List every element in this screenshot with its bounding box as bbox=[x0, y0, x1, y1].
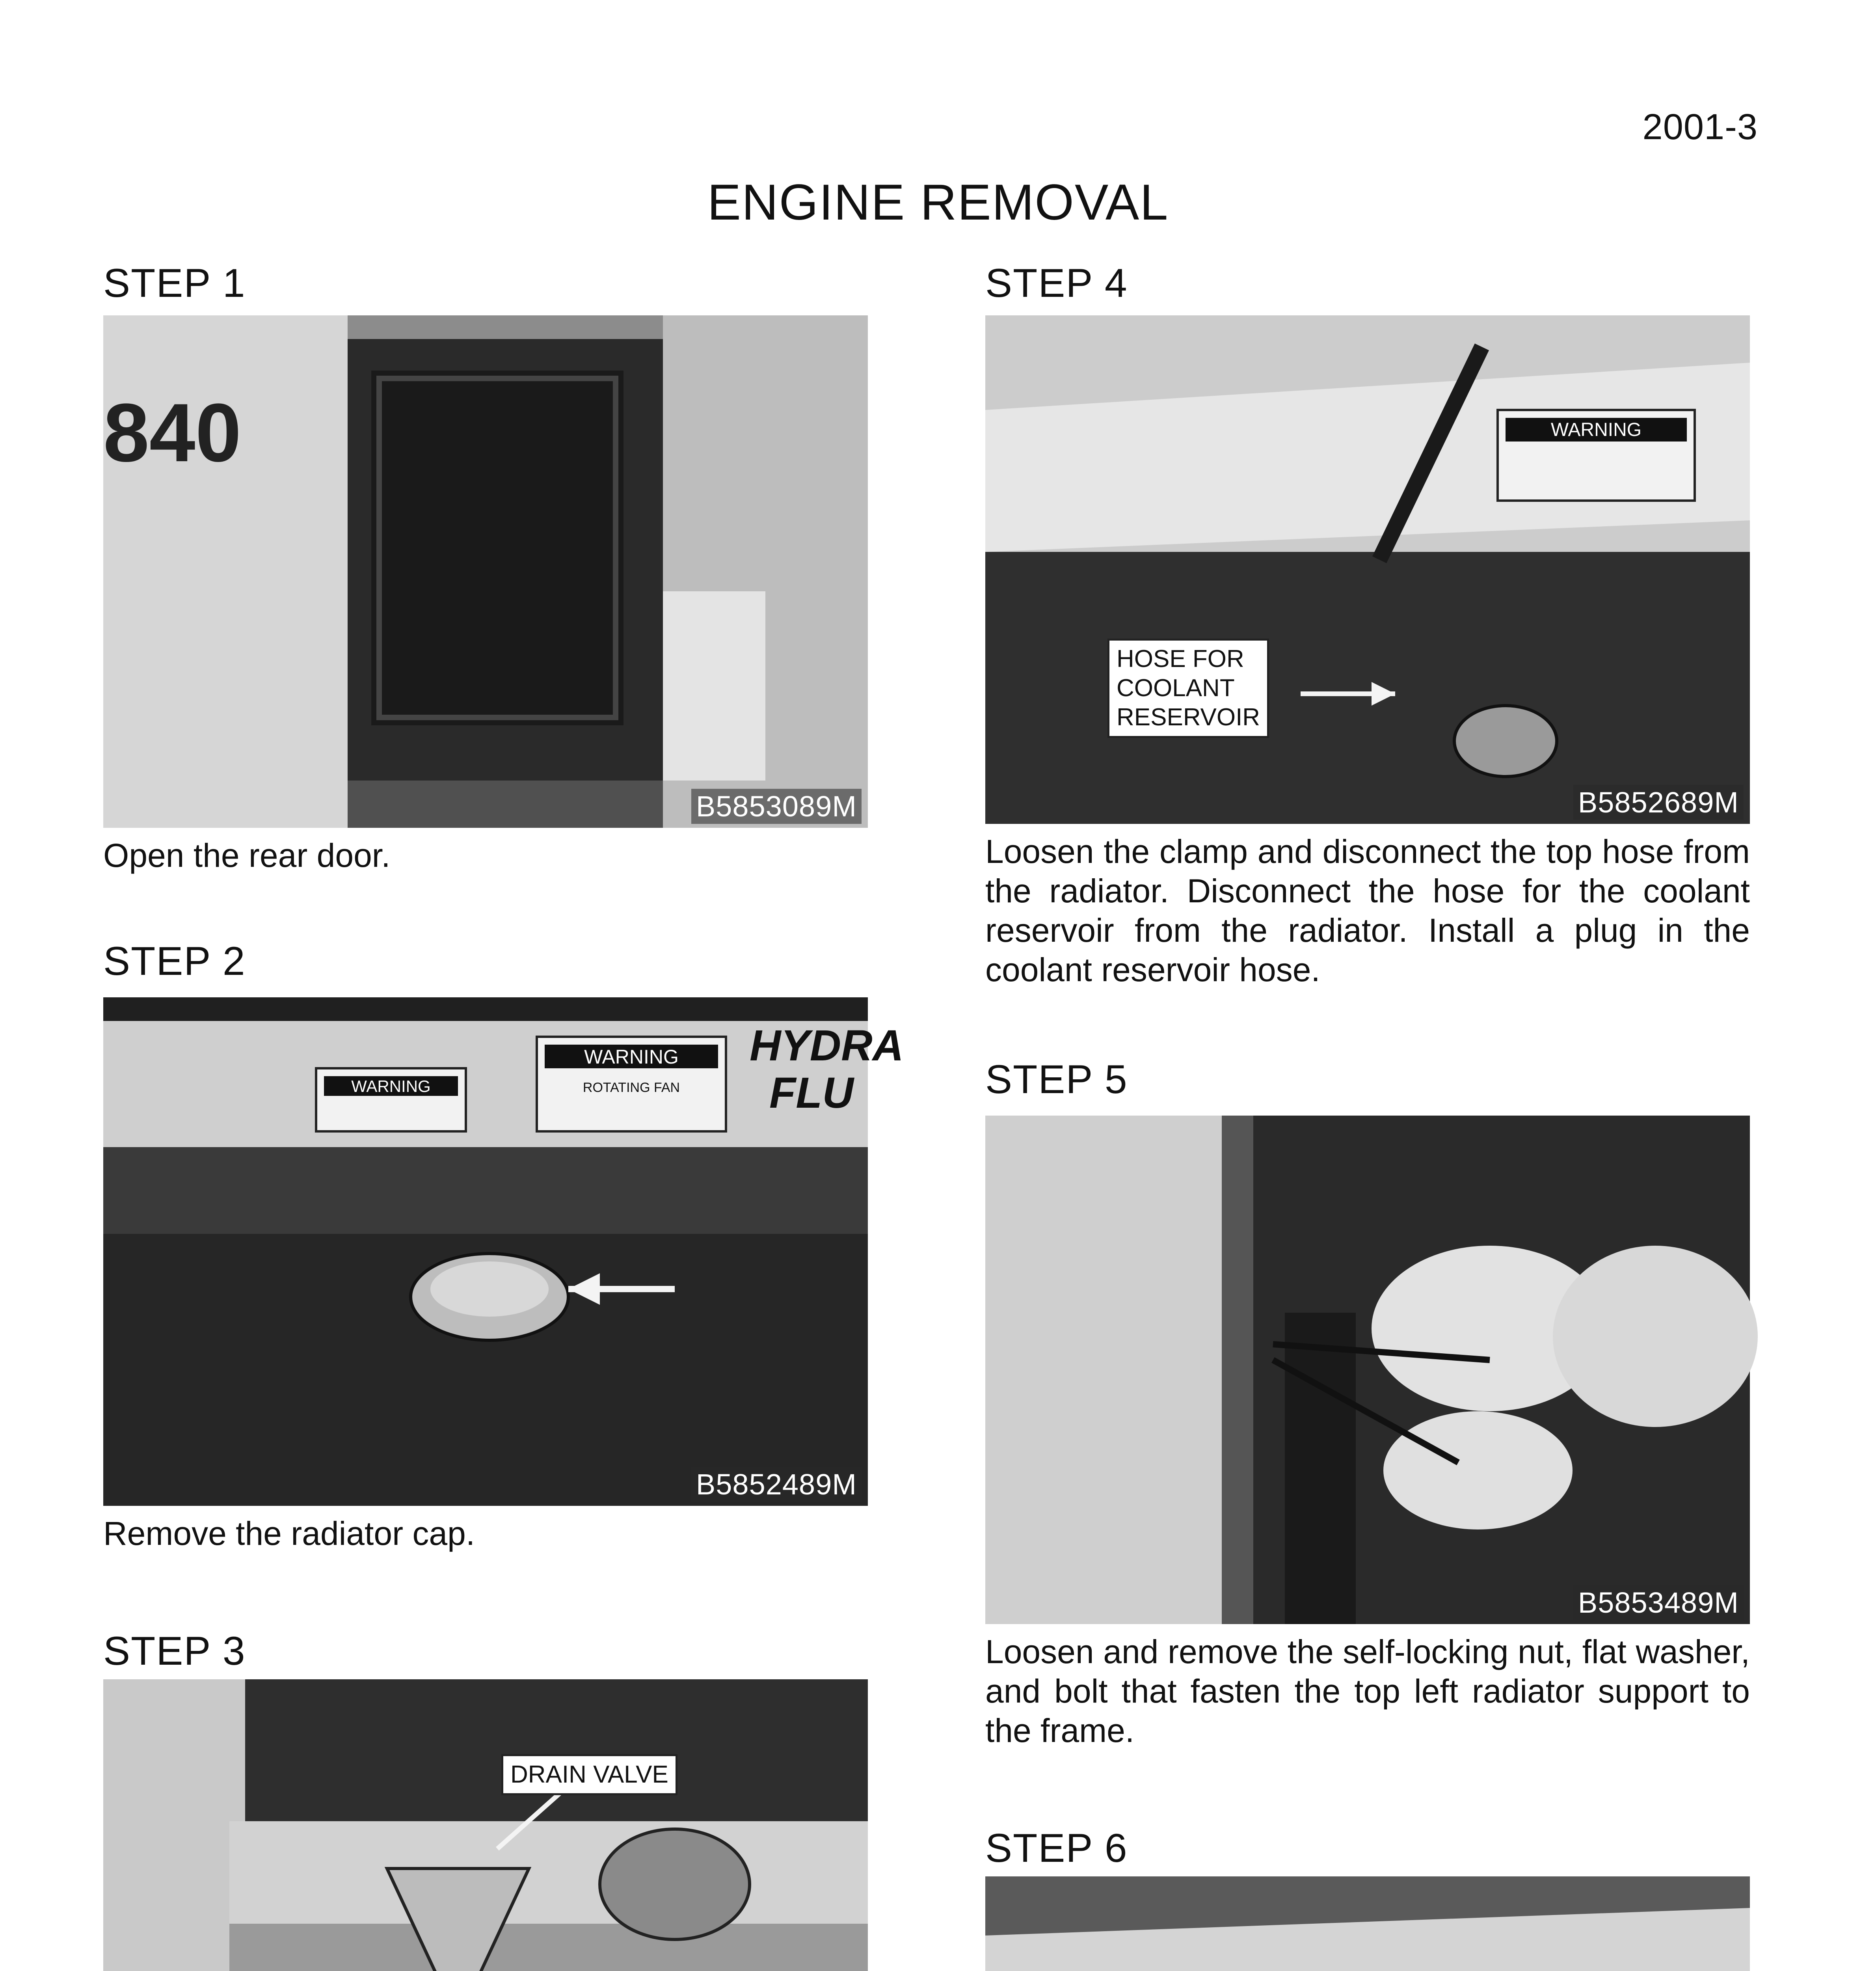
page-number: 2001-3 bbox=[1642, 107, 1758, 147]
radiator-support-illustration bbox=[985, 1116, 1750, 1624]
hose-callout bbox=[1107, 639, 1269, 738]
warning-label: WARNING bbox=[584, 1046, 679, 1068]
step-3-heading: STEP 3 bbox=[103, 1628, 246, 1673]
warning-label: WARNING bbox=[1550, 419, 1642, 440]
bottom-hose-illustration bbox=[985, 1876, 1750, 1971]
drain-valve-callout: DRAIN VALVE bbox=[501, 1754, 677, 1795]
photo-id: B5852489M bbox=[691, 1467, 862, 1502]
step-4-photo bbox=[985, 315, 1750, 824]
coolant-hose-illustration bbox=[985, 315, 1750, 824]
warning-label: WARNING bbox=[351, 1077, 431, 1095]
step-1-photo bbox=[103, 315, 868, 828]
step-5-photo bbox=[985, 1116, 1750, 1624]
step-3-photo bbox=[103, 1679, 868, 1971]
callout-line: COOLANT bbox=[1117, 674, 1235, 702]
step-2-caption: Remove the radiator cap. bbox=[103, 1515, 475, 1552]
step-1-heading: STEP 1 bbox=[103, 261, 246, 306]
photo-id: B5852689M bbox=[1573, 785, 1744, 820]
step-2-heading: STEP 2 bbox=[103, 939, 246, 984]
photo-id: B5853489M bbox=[1573, 1585, 1744, 1620]
photo-id: B5853089M bbox=[691, 789, 862, 824]
hydraulic-label: HYDRA bbox=[750, 1021, 904, 1070]
page-title: ENGINE REMOVAL bbox=[707, 174, 1169, 231]
step-1-caption: Open the rear door. bbox=[103, 837, 391, 874]
step-2-photo bbox=[103, 997, 904, 1506]
step-5-heading: STEP 5 bbox=[985, 1057, 1128, 1102]
step-5-caption: Loosen and remove the self-locking nut, flat washer, and bolt that fasten the top left radiator support to the frame. bbox=[985, 1633, 1750, 1749]
step-6-photo bbox=[985, 1876, 1750, 1971]
fluid-label: FLU bbox=[769, 1069, 854, 1117]
step-4-caption: Loosen the clamp and disconnect the top hose from the radiator. Disconnect the hose for the coolant reservoir from the radiator. Install a plug in the coolant reservoir hose. bbox=[985, 833, 1750, 988]
callout-line: HOSE FOR bbox=[1117, 645, 1244, 673]
model-number-text: 840 bbox=[103, 386, 242, 479]
step-4-heading: STEP 4 bbox=[985, 261, 1128, 306]
callout-line: RESERVOIR bbox=[1117, 704, 1260, 731]
step-6-heading: STEP 6 bbox=[985, 1826, 1128, 1870]
rotating-fan-label: ROTATING FAN bbox=[583, 1080, 680, 1095]
drain-valve-illustration bbox=[103, 1679, 868, 1971]
radiator-cap-illustration bbox=[103, 997, 904, 1506]
rear-door-illustration bbox=[103, 315, 868, 828]
